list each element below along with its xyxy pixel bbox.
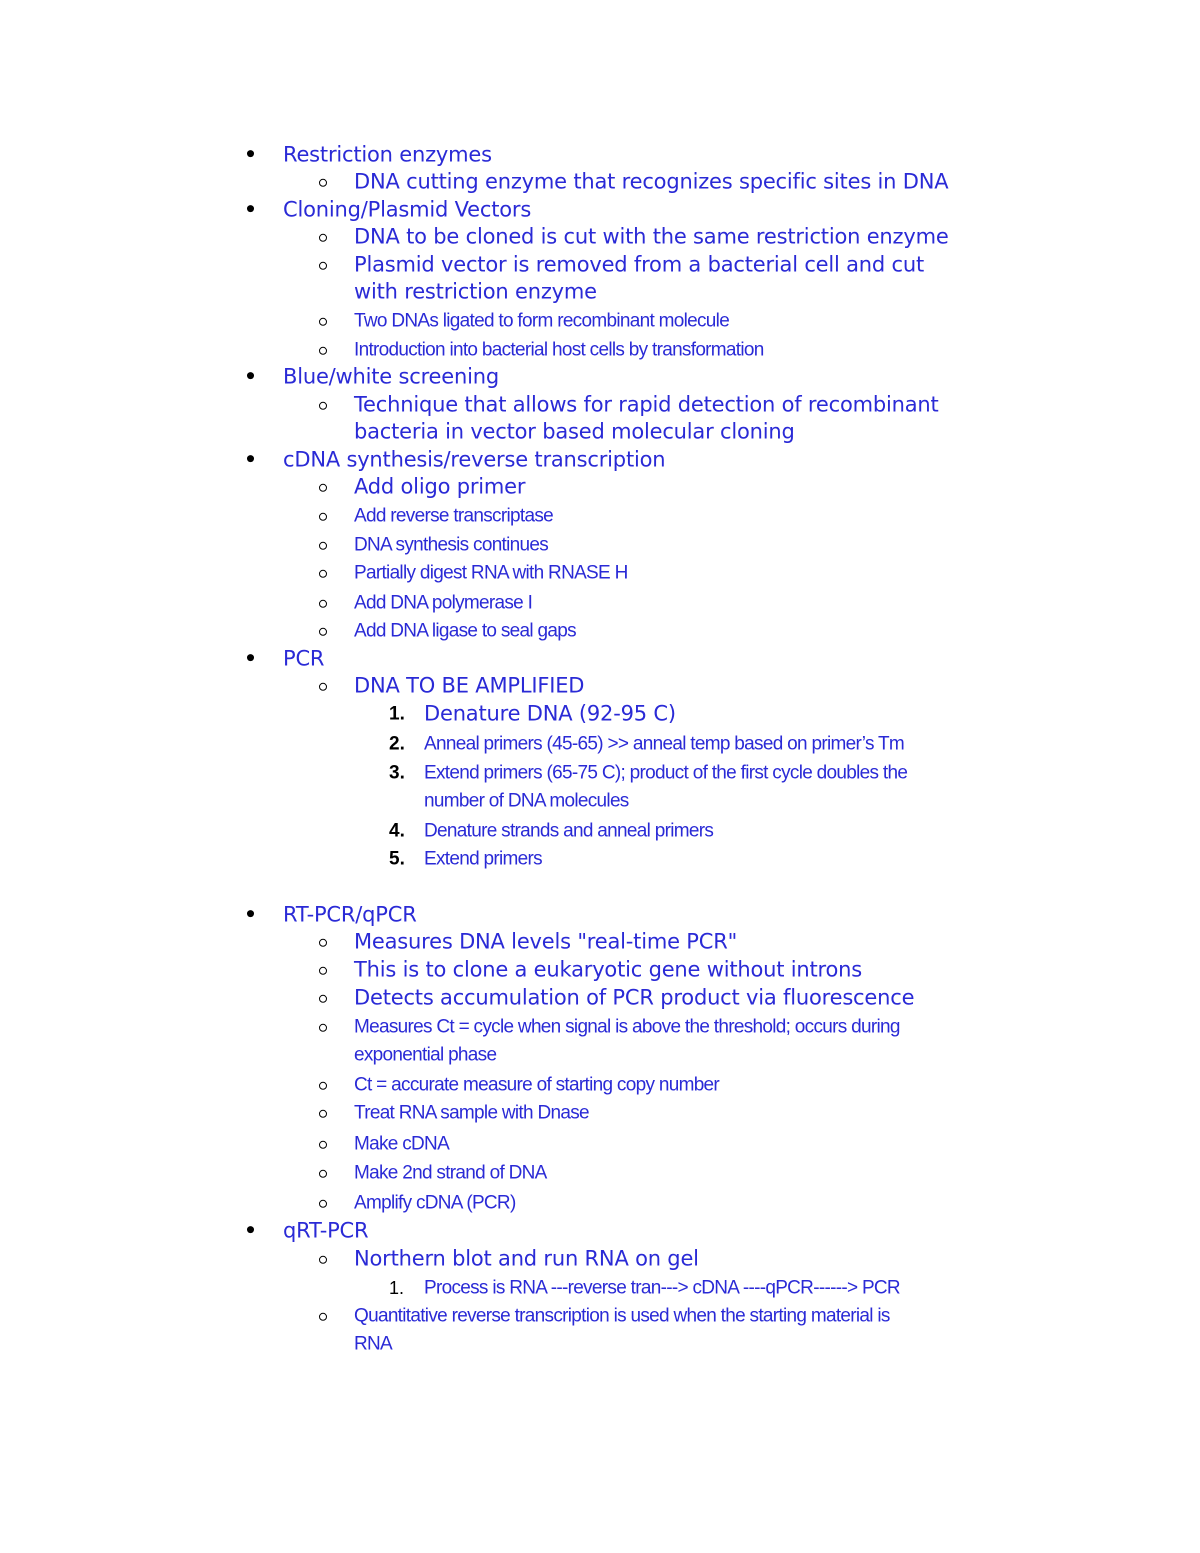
list-heading: Blue/white screening bbox=[283, 364, 499, 389]
list-item-text: DNA to be cloned is cut with the same restriction enzyme bbox=[354, 224, 949, 249]
list-number: 1. bbox=[389, 1278, 405, 1298]
circle-bullet-icon bbox=[319, 234, 327, 242]
list-heading: PCR bbox=[283, 646, 325, 671]
list-item-text: RNA bbox=[354, 1333, 393, 1355]
bullet-icon bbox=[247, 654, 254, 661]
circle-bullet-icon bbox=[319, 402, 327, 410]
list-item-text: Anneal primers (45-65) >> anneal temp based on primer’s Tm bbox=[424, 733, 905, 755]
list-item-text: Extend primers bbox=[424, 848, 542, 870]
circle-bullet-icon bbox=[319, 1170, 327, 1178]
circle-bullet-icon bbox=[319, 628, 327, 636]
list-item-text: exponential phase bbox=[354, 1044, 497, 1066]
list-item-text: Measures Ct = cycle when signal is above the threshold; occurs during bbox=[354, 1016, 900, 1038]
list-item-text: with restriction enzyme bbox=[354, 279, 597, 304]
list-item-text: Amplify cDNA (PCR) bbox=[354, 1192, 516, 1214]
circle-bullet-icon bbox=[319, 570, 327, 578]
list-heading: cDNA synthesis/reverse transcription bbox=[283, 447, 666, 472]
circle-bullet-icon bbox=[319, 939, 327, 947]
list-item-text: Ct = accurate measure of starting copy number bbox=[354, 1074, 720, 1096]
circle-bullet-icon bbox=[319, 1200, 327, 1208]
list-item-text: Quantitative reverse transcription is used when the starting material is bbox=[354, 1305, 890, 1327]
list-number: 2. bbox=[389, 733, 405, 755]
list-item-text: Add DNA ligase to seal gaps bbox=[354, 620, 576, 642]
bullet-icon bbox=[247, 150, 254, 157]
list-item-text: Introduction into bacterial host cells by transformation bbox=[354, 339, 764, 361]
list-item-text: Plasmid vector is removed from a bacterial cell and cut bbox=[354, 252, 925, 277]
list-number: 3. bbox=[389, 762, 405, 784]
circle-bullet-icon bbox=[319, 318, 327, 326]
bullet-icon bbox=[247, 455, 254, 462]
circle-bullet-icon bbox=[319, 347, 327, 355]
circle-bullet-icon bbox=[319, 484, 327, 492]
list-number: 1. bbox=[389, 703, 405, 725]
list-number: 4. bbox=[389, 820, 405, 842]
circle-bullet-icon bbox=[319, 600, 327, 608]
list-item-text: DNA TO BE AMPLIFIED bbox=[354, 673, 585, 698]
list-item-text: This is to clone a eukaryotic gene without introns bbox=[354, 957, 862, 982]
list-item-text: Process is RNA ---reverse tran---> cDNA ----qPCR------> PCR bbox=[424, 1277, 900, 1299]
list-item-text: Make 2nd strand of DNA bbox=[354, 1162, 547, 1184]
list-item-text: DNA synthesis continues bbox=[354, 534, 549, 556]
list-item-text: Add DNA polymerase I bbox=[354, 592, 533, 614]
list-item-text: number of DNA molecules bbox=[424, 790, 629, 812]
bullet-icon bbox=[247, 205, 254, 212]
list-heading: qRT-PCR bbox=[283, 1218, 369, 1243]
circle-bullet-icon bbox=[319, 995, 327, 1003]
circle-bullet-icon bbox=[319, 1141, 327, 1149]
bullet-icon bbox=[247, 372, 254, 379]
list-item-text: Add reverse transcriptase bbox=[354, 505, 553, 527]
circle-bullet-icon bbox=[319, 1110, 327, 1118]
circle-bullet-icon bbox=[319, 542, 327, 550]
list-item-text: bacteria in vector based molecular cloning bbox=[354, 419, 795, 444]
bullet-icon bbox=[247, 910, 254, 917]
circle-bullet-icon bbox=[319, 1082, 327, 1090]
list-heading: RT-PCR/qPCR bbox=[283, 902, 417, 927]
list-item-text: DNA cutting enzyme that recognizes specific sites in DNA bbox=[354, 169, 949, 194]
circle-bullet-icon bbox=[319, 262, 327, 270]
list-item-text: Denature DNA (92-95 C) bbox=[424, 701, 676, 726]
list-item-text: Detects accumulation of PCR product via fluorescence bbox=[354, 985, 915, 1010]
list-item-text: Make cDNA bbox=[354, 1133, 450, 1155]
circle-bullet-icon bbox=[319, 513, 327, 521]
list-item-text: Northern blot and run RNA on gel bbox=[354, 1246, 699, 1271]
list-item-text: Add oligo primer bbox=[354, 474, 526, 499]
circle-bullet-icon bbox=[319, 1024, 327, 1032]
list-item-text: Two DNAs ligated to form recombinant molecule bbox=[354, 310, 730, 332]
circle-bullet-icon bbox=[319, 1256, 327, 1264]
circle-bullet-icon bbox=[319, 683, 327, 691]
list-item-text: Measures DNA levels "real-time PCR" bbox=[354, 929, 738, 954]
bullet-icon bbox=[247, 1226, 254, 1233]
list-heading: Restriction enzymes bbox=[283, 142, 492, 167]
list-item-text: Partially digest RNA with RNASE H bbox=[354, 562, 628, 584]
list-item-text: Extend primers (65-75 C); product of the first cycle doubles the bbox=[424, 762, 908, 784]
list-item-text: Treat RNA sample with Dnase bbox=[354, 1102, 589, 1124]
list-number: 5. bbox=[389, 848, 405, 870]
list-heading: Cloning/Plasmid Vectors bbox=[283, 197, 532, 222]
circle-bullet-icon bbox=[319, 967, 327, 975]
circle-bullet-icon bbox=[319, 1313, 327, 1321]
list-item-text: Technique that allows for rapid detection of recombinant bbox=[354, 392, 939, 417]
circle-bullet-icon bbox=[319, 179, 327, 187]
list-item-text: Denature strands and anneal primers bbox=[424, 820, 714, 842]
